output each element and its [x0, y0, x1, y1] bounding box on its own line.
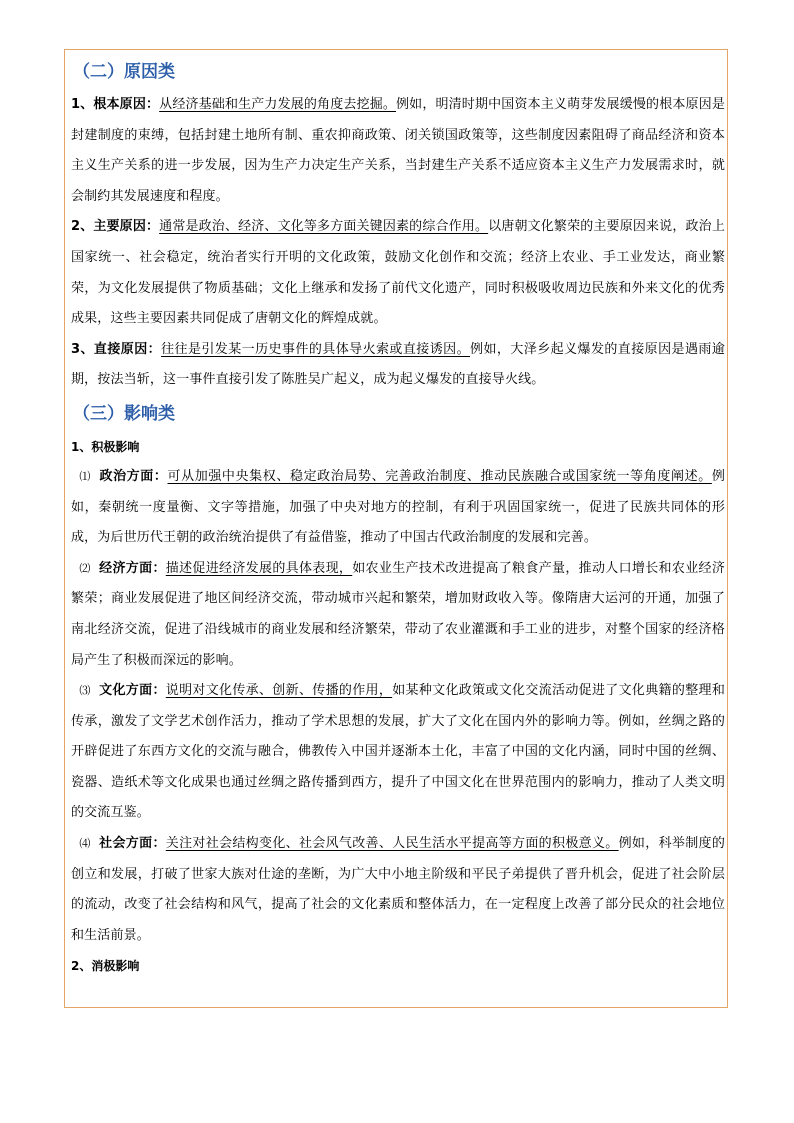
section-title-reasons: （二）原因类 — [73, 62, 175, 82]
reason-item-direct — [71, 335, 725, 396]
item-key-point: 说明对文化传承、创新、传播的作用， — [165, 683, 393, 699]
item-text: 如某种文化政策或文化交流活动促进了文化典籍的整理和传承，激发了文学艺术创作活力，推动了学术思想的发展，扩大了文化在国内外的影响力等。例如，丝绸之路的开辟促进了东西方文化的交流与融合，佛教传入中国并逐渐本土化，丰富了中国的文化内涵，同时中国的丝绸、瓷器、造纸术等文化成果也通过丝绸之路传播到西方，提升了中国文化在世界范围内的影响力，推动了人类文明的交流互鉴。 — [71, 683, 725, 821]
item-label: 文化方面： — [99, 683, 166, 699]
item-text: 例如，秦朝统一度量衡、文字等措施，加强了中央对地方的控制，有利于巩固国家统一，促进了民族共同体的形成，为后世历代王朝的政治统治提供了有益借鉴，推动了中国古代政治制度的发展和完善。 — [71, 468, 725, 546]
item-label: 社会方面： — [99, 836, 166, 852]
item-label: 经济方面： — [99, 560, 166, 576]
item-key-point: 可从加强中央集权、稳定政治局势、完善政治制度、推动民族融合或国家统一等角度阐述。 — [167, 468, 712, 484]
impact-item-politics — [71, 462, 725, 554]
item-label: 1、根本原因： — [71, 97, 160, 112]
section-title-impacts: （三）影响类 — [73, 403, 175, 424]
item-label: 3、直接原因： — [71, 341, 162, 357]
item-text: 例如，大泽乡起义爆发的直接原因是遇雨逾期，按法当斩，这一事件直接引发了陈胜吴广起义，成为起义爆发的直接导火线。 — [71, 341, 725, 388]
impact-item-society — [71, 829, 725, 951]
item-text: 例如，明清时期中国资本主义萌芽发展缓慢的根本原因是封建制度的束缚，包括封建土地所有制、重农抑商政策、闭关锁国政策等，这些制度因素阻碍了商品经济和资本主义生产关系的进一步发展，因为生产力决定生产关系，当封建生产关系不适应资本主义生产力发展需求时，就会制约其发展速度和程度。 — [71, 97, 725, 204]
item-label: 2、主要原因： — [71, 219, 160, 235]
positive-impact-heading: 1、积极影响 — [71, 439, 140, 454]
item-key-point: 通常是政治、经济、文化等多方面关键因素的综合作用。 — [159, 219, 489, 235]
item-text: 以唐朝文化繁荣的主要原因来说，政治上国家统一、社会稳定，统治者实行开明的文化政策，鼓励文化创作和交流；经济上农业、手工业发达，商业繁荣，为文化发展提供了物质基础；文化上继承和发扬了前代文化遗产，同时积极吸收周边民族和外来文化的优秀成果，这些主要因素共同促成了唐朝文化的辉煌成就。 — [71, 219, 725, 327]
reason-item-fundamental — [71, 90, 725, 212]
item-text: 例如，科举制度的创立和发展，打破了世家大族对仕途的垄断，为广大中小地主阶级和平民子弟提供了晋升机会，促进了社会阶层的流动，改变了社会结构和风气，提高了社会的文化素质和整体活力，在一定程度上改善了部分民众的社会地位和生活前景。 — [71, 836, 725, 943]
impact-item-culture — [71, 676, 725, 829]
item-key-point: 从经济基础和生产力发展的角度去挖掘。 — [159, 97, 397, 112]
item-text: 如农业生产技术改进提高了粮食产量，推动人口增长和农业经济繁荣；商业发展促进了地区间经济交流，带动城市兴起和繁荣，增加财政收入等。像隋唐大运河的开通，加强了南北经济交流，促进了沿线城市的商业发展和经济繁荣，带动了农业灌溉和手工业的进步，对整个国家的经济格局产生了积极而深远的影响。 — [71, 560, 725, 668]
impact-item-economy — [71, 554, 725, 676]
document-content — [71, 58, 725, 981]
item-number: ⑷ — [79, 837, 91, 851]
item-key-point: 描述促进经济发展的具体表现， — [165, 560, 353, 576]
negative-impact-heading: 2、消极影响 — [71, 959, 140, 974]
item-key-point: 往往是引发某一历史事件的具体导火索或直接诱因。 — [161, 341, 471, 357]
item-number: ⑴ — [79, 469, 91, 483]
reason-item-main — [71, 212, 725, 334]
item-label: 政治方面： — [99, 468, 168, 484]
item-number: ⑵ — [79, 561, 91, 575]
item-key-point: 关注对社会结构变化、社会风气改善、人民生活水平提高等方面的积极意义。 — [165, 836, 619, 852]
item-number: ⑶ — [79, 684, 91, 698]
